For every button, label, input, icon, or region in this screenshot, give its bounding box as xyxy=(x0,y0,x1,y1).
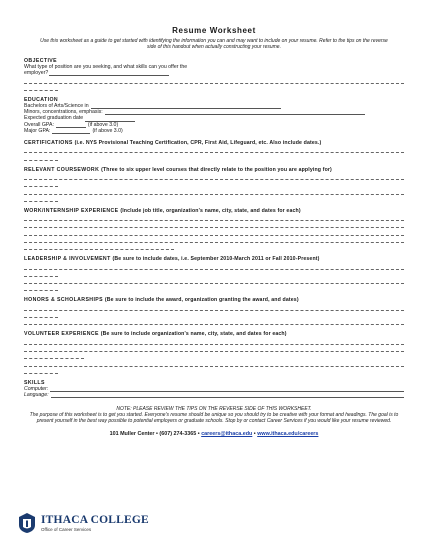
objective-prompt: What type of position are you seeking, and what skills can you offer the xyxy=(24,64,188,70)
objective-line[interactable] xyxy=(24,84,58,91)
computer-label: Computer: xyxy=(24,385,49,392)
volunteer-hint: (Be sure to include organization's name, city, state, and dates for each) xyxy=(100,331,287,338)
certifications-section xyxy=(24,140,404,161)
leadership-line[interactable] xyxy=(24,277,404,284)
coursework-hint: (Three to six upper level courses that directly relate to the position you are applying for) xyxy=(101,166,332,173)
work-section xyxy=(24,208,404,250)
work-line[interactable] xyxy=(24,221,404,228)
language-label: Language: xyxy=(24,392,49,399)
minors-input[interactable] xyxy=(105,110,365,115)
contact-address: 101 Muller Center xyxy=(109,431,155,438)
major-gpa-note: (if above 3.0) xyxy=(92,127,123,134)
work-line[interactable] xyxy=(24,236,404,243)
contact-website-link[interactable]: www.ithaca.edu/careers xyxy=(257,431,319,438)
leadership-line[interactable] xyxy=(24,262,404,269)
certifications-heading: CERTIFICATIONS xyxy=(24,140,73,147)
coursework-line[interactable] xyxy=(24,187,404,194)
volunteer-line[interactable] xyxy=(24,367,58,374)
objective-line[interactable] xyxy=(24,76,404,83)
work-line[interactable] xyxy=(24,214,404,221)
minors-label: Minors, concentrations, emphasis: xyxy=(24,109,103,116)
work-hint: (Include job title, organization's name, city, state, and dates for each) xyxy=(120,207,301,214)
logo-name: ITHACA COLLEGE xyxy=(41,514,149,526)
honors-line[interactable] xyxy=(24,311,58,318)
overall-gpa-input[interactable] xyxy=(56,123,86,128)
volunteer-line[interactable] xyxy=(24,345,404,352)
honors-section xyxy=(24,297,404,325)
objective-prompt-cont: employer? xyxy=(24,70,49,77)
honors-hint: (Be sure to include the award, organization granting the award, and dates) xyxy=(104,297,299,304)
honors-heading: HONORS & SCHOLARSHIPS xyxy=(24,297,104,304)
education-heading: EDUCATION xyxy=(24,97,59,103)
resume-worksheet xyxy=(24,26,404,437)
intro-text: Use this worksheet as a guide to get started with identifying the information you can and may want to include on your resume. Refer to the tips on the reverse side of this handout when actually constructing your resume. xyxy=(40,38,388,50)
coursework-line[interactable] xyxy=(24,195,58,202)
coursework-line[interactable] xyxy=(24,180,58,187)
graduation-label: Expected graduation date xyxy=(24,115,84,122)
volunteer-heading: VOLUNTEER EXPERIENCE xyxy=(24,331,99,338)
volunteer-line[interactable] xyxy=(24,337,404,344)
skills-section xyxy=(24,380,404,398)
language-input[interactable] xyxy=(51,393,404,398)
computer-input[interactable] xyxy=(50,387,404,392)
work-line[interactable] xyxy=(24,243,174,250)
objective-section xyxy=(24,58,404,91)
logo-subtitle: Office of Career Services xyxy=(41,527,92,532)
work-heading: WORK/INTERNSHIP EXPERIENCE xyxy=(24,207,119,214)
skills-heading: SKILLS xyxy=(24,379,45,386)
note xyxy=(24,406,404,424)
coursework-line[interactable] xyxy=(24,173,404,180)
leadership-hint: (Be sure to include dates, i.e. September 2010-March 2011 or Fall 2010-Present) xyxy=(112,256,320,263)
objective-heading: OBJECTIVE xyxy=(24,58,58,64)
overall-gpa-note: (if above 3.0) xyxy=(87,121,119,128)
overall-gpa-label: Overall GPA: xyxy=(24,121,54,128)
major-gpa-label: Major GPA: xyxy=(24,127,51,134)
degree-input[interactable] xyxy=(91,104,281,109)
ithaca-college-logo-icon xyxy=(17,512,37,534)
education-section xyxy=(24,97,404,134)
contact-line: 101 Muller Center • (607) 274-3365 • careers@ithaca.edu • www.ithaca.edu/careers xyxy=(109,431,319,438)
work-line[interactable] xyxy=(24,228,404,235)
certifications-hint: (i.e. NYS Provisional Teaching Certification, CPR, First Aid, Lifeguard, etc. Also include dates.) xyxy=(74,140,322,147)
volunteer-section xyxy=(24,331,404,373)
note-heading: NOTE: PLEASE REVIEW THE TIPS ON THE REVERSE SIDE OF THIS WORKSHEET. xyxy=(116,406,312,413)
page-title: Resume Worksheet xyxy=(172,26,256,35)
coursework-heading: RELEVANT COURSEWORK xyxy=(24,166,100,173)
objective-input[interactable] xyxy=(49,71,169,76)
volunteer-line[interactable] xyxy=(24,359,404,366)
leadership-section xyxy=(24,256,404,291)
contact-phone: (607) 274-3365 xyxy=(159,431,197,438)
leadership-heading: LEADERSHIP & INVOLVEMENT xyxy=(24,256,111,263)
degree-label: Bachelors of Arts/Science in xyxy=(24,103,89,109)
coursework-section xyxy=(24,167,404,202)
leadership-line[interactable] xyxy=(24,270,58,277)
certifications-line[interactable] xyxy=(24,153,58,160)
note-body: The purpose of this worksheet is to get you started. Everyone's resume should be unique so you should try to be creative with your format and headings. The goal is to present yourself in the best way possible to potential employers or graduate schools. Stop by or contact Career Services if you would like your resume reviewed. xyxy=(29,412,399,425)
certifications-line[interactable] xyxy=(24,146,404,153)
honors-line[interactable] xyxy=(24,303,404,310)
leadership-line[interactable] xyxy=(24,284,58,291)
ithaca-college-logo xyxy=(17,512,149,534)
honors-line[interactable] xyxy=(24,318,404,325)
major-gpa-input[interactable] xyxy=(52,129,90,134)
contact-email-link[interactable]: careers@ithaca.edu xyxy=(201,431,253,438)
volunteer-line[interactable] xyxy=(24,352,84,359)
